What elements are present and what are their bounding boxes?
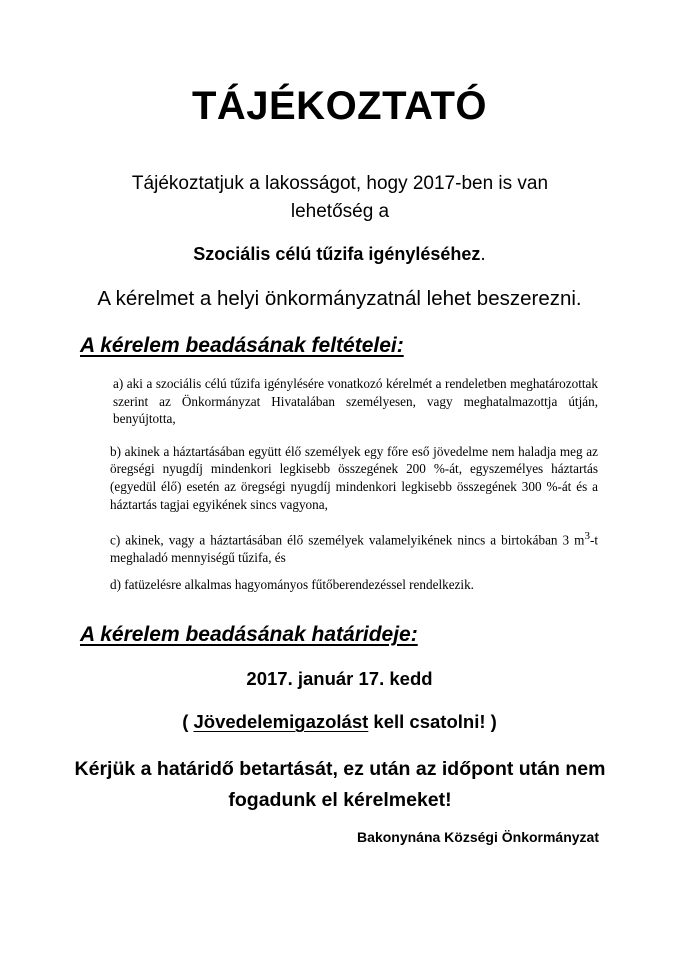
attachment-note bbox=[0, 711, 679, 733]
condition-c-sup: 3 bbox=[584, 530, 590, 543]
page-title: TÁJÉKOZTATÓ bbox=[191, 84, 488, 128]
conditions-heading: A kérelem beadásának feltételei: bbox=[80, 334, 404, 357]
condition-c-after: -t meghaladó mennyiségű tűzifa, és bbox=[110, 532, 598, 566]
deadline-date: 2017. január 17. kedd bbox=[246, 668, 433, 689]
condition-b: b) akinek a háztartásában együtt élő személyek egy főre eső jövedelme nem haladja meg az öregségi nyugdíj mindenkori legkisebb összegének 200 %-át, egyszemélyes háztartás (egyedül élő) esetén az öregségi nyugdíj mindenkori legkisebb összegének 300 %-át és a háztartás tagjai egyikének sincs vagyona, bbox=[110, 443, 598, 512]
condition-d: d) fatüzelésre alkalmas hagyományos fűtőberendezéssel rendelkezik. bbox=[110, 576, 474, 592]
deadline-heading: A kérelem beadásának határideje: bbox=[80, 623, 418, 646]
intro-text: Tájékoztatjuk a lakosságot, hogy 2017-ben is van lehetőség a bbox=[131, 173, 549, 222]
signature: Bakonynána Községi Önkormányzat bbox=[357, 829, 599, 845]
attachment-open: ( bbox=[182, 711, 194, 732]
conditions-list bbox=[110, 375, 598, 608]
subject-text: Szociális célú tűzifa igényléséhez bbox=[193, 244, 481, 264]
condition-c-before: c) akinek, vagy a háztartásában élő személyek valamelyikének nincs a birtokában 3 m bbox=[110, 532, 585, 548]
condition-a: a) aki a szociális célú tűzifa igénylésére vonatkozó kérelmét a rendeletben meghatározottak szerint az Önkormányzat Hivatalában személyesen, vagy meghatalmazottja útján, benyújtotta, bbox=[113, 376, 598, 427]
condition-c bbox=[110, 528, 598, 567]
attachment-underlined: Jövedelemigazolást bbox=[193, 711, 369, 732]
deadline-notice: Kérjük a határidő betartását, ez után az időpont után nem fogadunk el kérelmeket! bbox=[74, 758, 606, 811]
subject-line bbox=[0, 244, 679, 266]
attachment-rest: kell csatolni! ) bbox=[368, 711, 497, 732]
subject-punct: . bbox=[480, 244, 486, 265]
where-text: A kérelmet a helyi önkormányzatnál lehet beszerezni. bbox=[97, 287, 582, 310]
